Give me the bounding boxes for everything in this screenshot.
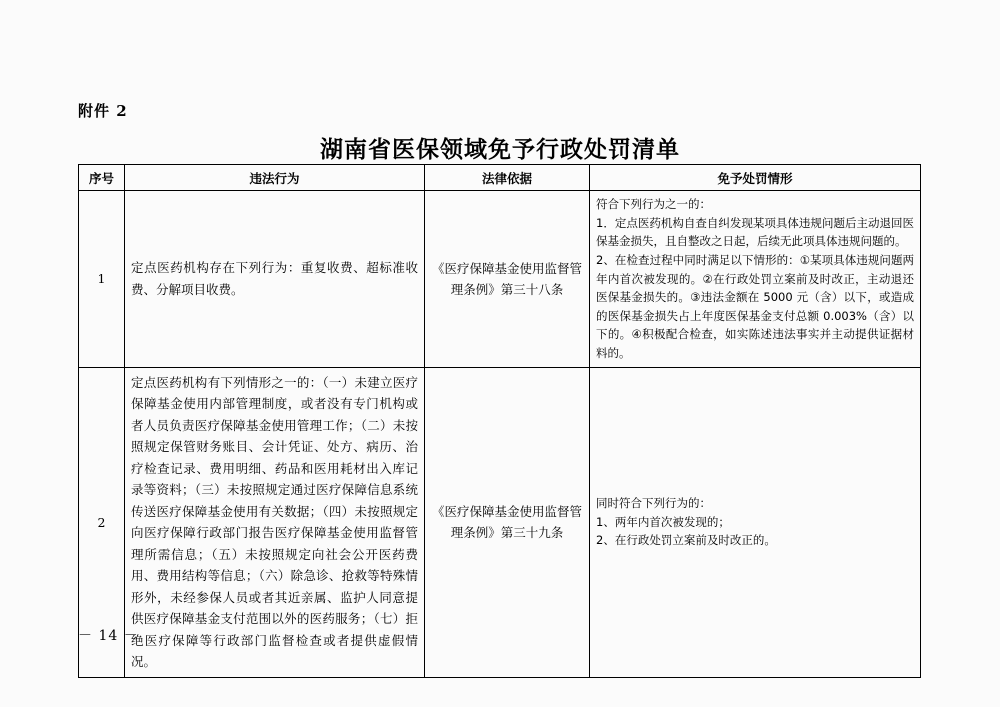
row-legal-basis: 《医疗保障基金使用监督管理条例》第三十八条	[425, 191, 590, 368]
exemption-line: 2、在行政处罚立案前及时改正的。	[596, 533, 776, 548]
table-row	[79, 367, 921, 677]
column-header-law: 法律依据	[425, 165, 590, 191]
row-illegal-act: 定点医药机构存在下列行为：重复收费、超标准收费、分解项目收费。	[125, 191, 425, 368]
exemption-line: 符合下列行为之一的：	[596, 197, 711, 211]
attachment-label: 附件 2	[78, 102, 128, 120]
column-header-exempt: 免予处罚情形	[590, 165, 921, 191]
table-header-row	[79, 165, 921, 191]
column-header-no: 序号	[79, 165, 125, 191]
page-title: 湖南省医保领域免予行政处罚清单	[320, 136, 680, 163]
exemption-line: 1．定点医药机构自查自纠发现某项具体违规问题后主动退回医保基金损失，且自整改之日起，后续无此项具体违规问题的。	[596, 215, 914, 249]
exemption-list-table	[78, 164, 921, 678]
exemption-line: 1、两年内首次被发现的；	[596, 514, 730, 529]
column-header-act: 违法行为	[125, 165, 425, 191]
row-legal-basis: 《医疗保障基金使用监督管理条例》第三十九条	[425, 367, 590, 677]
table-row	[79, 191, 921, 368]
exemption-line: 2、在检查过程中同时满足以下情形的：①某项具体违规问题两年内首次被发现的。②在行政处罚立案前及时改正，主动退还医保基金损失的。③违法金额在 5000 元（含）以下，或造成的医保基金损失占上年度医保基金支付总额 0.003%（含）以下的。④积极配合检查，如实陈述违法事实并主动提供证据材料的。	[596, 252, 914, 360]
row-number: 1	[79, 191, 125, 368]
row-exemption	[590, 191, 921, 368]
row-exemption	[590, 367, 921, 677]
page-number: － 14 －	[78, 628, 139, 644]
row-illegal-act: 定点医药机构有下列情形之一的：（一）未建立医疗保障基金使用内部管理制度，或者没有专门机构或者人员负责医疗保障基金使用管理工作；（二）未按照规定保管财务账目、会计凭证、处方、病历、治疗检查记录、费用明细、药品和医用耗材出入库记录等资料；（三）未按照规定通过医疗保障信息系统传送医疗保障基金使用有关数据；（四）未按照规定向医疗保障行政部门报告医疗保障基金使用监督管理所需信息；（五）未按照规定向社会公开医药费用、费用结构等信息；（六）除急诊、抢救等特殊情形外，未经参保人员或者其近亲属、监护人同意提供医疗保障基金支付范围以外的医药服务；（七）拒绝医疗保障等行政部门监督检查或者提供虚假情况。	[125, 367, 425, 677]
row-number: 2	[79, 367, 125, 677]
exemption-line: 同时符合下列行为的：	[596, 496, 711, 511]
